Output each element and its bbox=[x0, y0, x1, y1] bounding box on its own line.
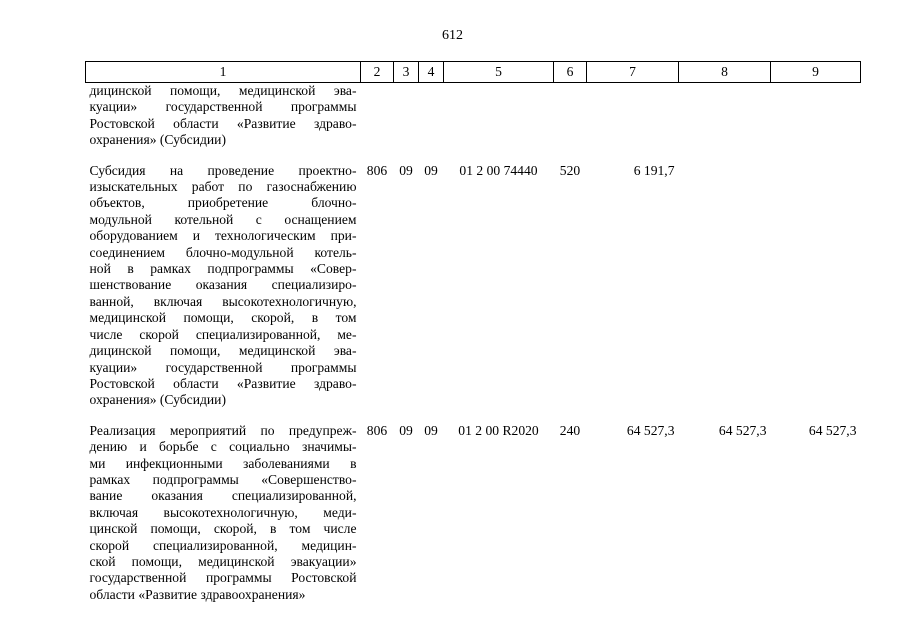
target-article-code bbox=[444, 83, 554, 149]
expense-name-line: Ростовской области «Развитие здраво- bbox=[89, 115, 357, 131]
amount-year-2 bbox=[679, 83, 771, 149]
expense-name-line: ской помощи, медицинской эвакуации» bbox=[89, 553, 357, 569]
column-header-1: 1 bbox=[86, 62, 361, 83]
column-header-3: 3 bbox=[394, 62, 419, 83]
amount-year-1 bbox=[587, 83, 679, 149]
expense-name-line: куации» государственной программы bbox=[89, 99, 357, 115]
expense-name bbox=[86, 149, 361, 409]
expense-name-line: включая высокотехнологичную, меди- bbox=[89, 504, 357, 520]
table-row bbox=[86, 83, 861, 149]
expense-name-line: оборудованием и технологическим при- bbox=[89, 228, 357, 244]
subsection-code: 09 bbox=[424, 422, 438, 438]
column-header-2: 2 bbox=[361, 62, 394, 83]
expense-name-line: вание оказания специализированной, bbox=[89, 488, 357, 504]
subsection-code bbox=[419, 83, 444, 149]
expense-name-line: дицинской помощи, медицинской эва- bbox=[89, 343, 357, 359]
expense-name-line: соединением блочно-модульной котель- bbox=[89, 244, 357, 260]
expense-name-line: Субсидия на проведение проектно- bbox=[89, 162, 357, 178]
budget-table bbox=[85, 61, 861, 603]
subsection-code: 09 bbox=[424, 162, 438, 178]
expense-name-line: охранения» (Субсидии) bbox=[89, 132, 226, 148]
amount-year-1: 6 191,7 bbox=[633, 162, 675, 178]
target-article-code: 01 2 00 74440 bbox=[459, 162, 538, 178]
section-code: 09 bbox=[399, 422, 413, 438]
ministry-code: 806 bbox=[366, 162, 388, 178]
expense-name-line: куации» государственной программы bbox=[89, 359, 357, 375]
expense-name-line: числе скорой специализированной, ме- bbox=[89, 326, 357, 342]
expense-name-line: Ростовской области «Развитие здраво- bbox=[89, 375, 357, 391]
expense-name-line: объектов, приобретение блочно- bbox=[89, 195, 357, 211]
amount-year-1: 64 527,3 bbox=[626, 422, 675, 438]
expense-name-line: Реализация мероприятий по предупреж- bbox=[89, 422, 357, 438]
amount-year-2 bbox=[679, 149, 771, 409]
amount-year-3 bbox=[771, 83, 861, 149]
column-header-7: 7 bbox=[587, 62, 679, 83]
ministry-code: 806 bbox=[366, 422, 388, 438]
table-row bbox=[86, 149, 861, 409]
amount-year-3: 64 527,3 bbox=[808, 422, 857, 438]
expense-name-line: дицинской помощи, медицинской эва- bbox=[89, 83, 357, 98]
column-header-4: 4 bbox=[419, 62, 444, 83]
target-article-code: 01 2 00 R2020 bbox=[458, 422, 539, 438]
expense-name-line: шенствование оказания специализиро- bbox=[89, 277, 357, 293]
amount-year-2: 64 527,3 bbox=[718, 422, 767, 438]
expense-name bbox=[86, 83, 361, 149]
column-header-5: 5 bbox=[444, 62, 554, 83]
page-number: 612 bbox=[442, 28, 463, 43]
expense-name-line: модульной котельной с оснащением bbox=[89, 211, 357, 227]
column-header-8: 8 bbox=[679, 62, 771, 83]
header-row bbox=[86, 62, 861, 83]
expense-name-line: ми инфекционными заболеваниями в bbox=[89, 455, 357, 471]
expense-name-line: изыскательных работ по газоснабжению bbox=[89, 179, 357, 195]
expense-name-line: скорой специализированной, медицин- bbox=[89, 537, 357, 553]
table-row bbox=[86, 409, 861, 603]
expense-name bbox=[86, 409, 361, 603]
section-code bbox=[394, 83, 419, 149]
expense-name-line: цинской помощи, скорой, в том числе bbox=[89, 521, 357, 537]
expense-name-line: охранения» (Субсидии) bbox=[89, 392, 226, 408]
expense-name-line: области «Развитие здравоохранения» bbox=[89, 586, 306, 602]
expense-name-line: ванной, включая высокотехнологичную, bbox=[89, 293, 357, 309]
column-header-9: 9 bbox=[771, 62, 861, 83]
expense-name-line: дению и борьбе с социально значимы- bbox=[89, 439, 357, 455]
expense-name-line: государственной программы Ростовской bbox=[89, 570, 357, 586]
ministry-code bbox=[361, 83, 394, 149]
expense-type-code: 520 bbox=[559, 162, 581, 178]
amount-year-3 bbox=[771, 149, 861, 409]
column-header-6: 6 bbox=[554, 62, 587, 83]
section-code: 09 bbox=[399, 162, 413, 178]
expense-type-code: 240 bbox=[559, 422, 581, 438]
expense-name-line: ной в рамках подпрограммы «Совер- bbox=[89, 261, 357, 277]
expense-type-code bbox=[554, 83, 587, 149]
expense-name-line: рамках подпрограммы «Совершенство- bbox=[89, 471, 357, 487]
expense-name-line: медицинской помощи, скорой, в том bbox=[89, 310, 357, 326]
